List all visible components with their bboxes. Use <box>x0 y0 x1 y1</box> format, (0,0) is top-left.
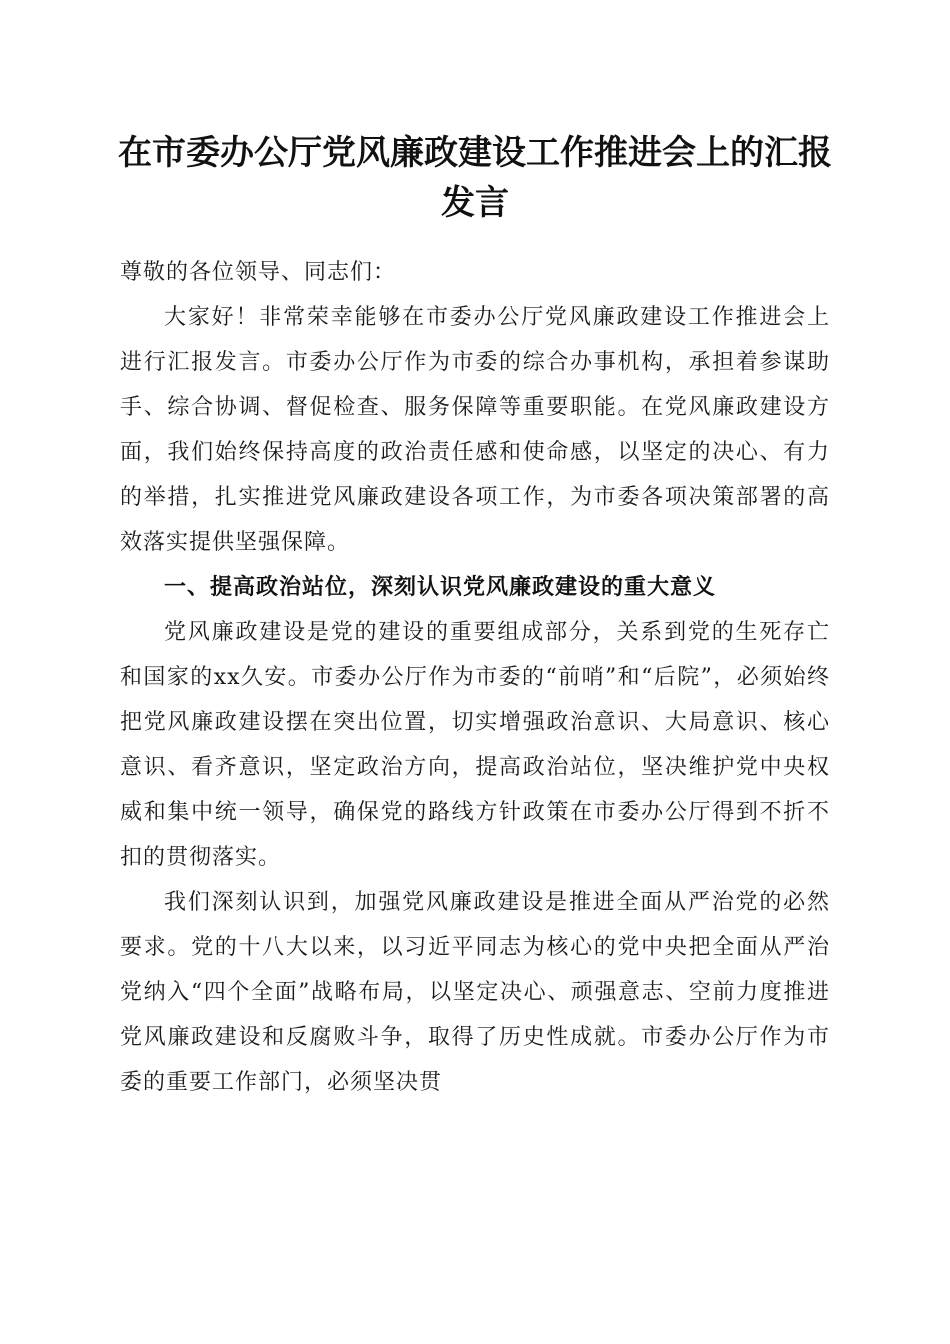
section-paragraph: 党风廉政建设是党的建设的重要组成部分，关系到党的生死存亡和国家的xx久安。市委办公厅作为市委的“前哨”和“后院”，必须始终把党风廉政建设摆在突出位置，切实增强政治意识、大局意识、核心意识、看齐意识，坚定政治方向，提高政治站位，坚决维护党中央权威和集中统一领导，确保党的路线方针政策在市委办公厅得到不折不扣的贯彻落实。 <box>120 620 830 870</box>
section-paragraph: 我们深刻认识到，加强党风廉政建设是推进全面从严治党的必然要求。党的十八大以来，以习近平同志为核心的党中央把全面从严治党纳入“四个全面”战略布局，以坚定决心、顽强意志、空前力度推进党风廉政建设和反腐败斗争，取得了历史性成就。市委办公厅作为市委的重要工作部门，必须坚决贯 <box>120 890 830 1095</box>
section-heading: 一、提高政治站位，深刻认识党风廉政建设的重大意义 <box>164 575 717 600</box>
intro-paragraph: 大家好！非常荣幸能够在市委办公厅党风廉政建设工作推进会上进行汇报发言。市委办公厅作为市委的综合办事机构，承担着参谋助手、综合协调、督促检查、服务保障等重要职能。在党风廉政建设方面，我们始终保持高度的政治责任感和使命感，以坚定的决心、有力的举措，扎实推进党风廉政建设各项工作，为市委各项决策部署的高效落实提供坚强保障。 <box>120 305 830 555</box>
salutation: 尊敬的各位领导、同志们： <box>120 260 397 285</box>
document-title: 在市委办公厅党风廉政建设工作推进会上的汇报发言 <box>118 133 832 223</box>
document-body <box>120 250 830 1105</box>
